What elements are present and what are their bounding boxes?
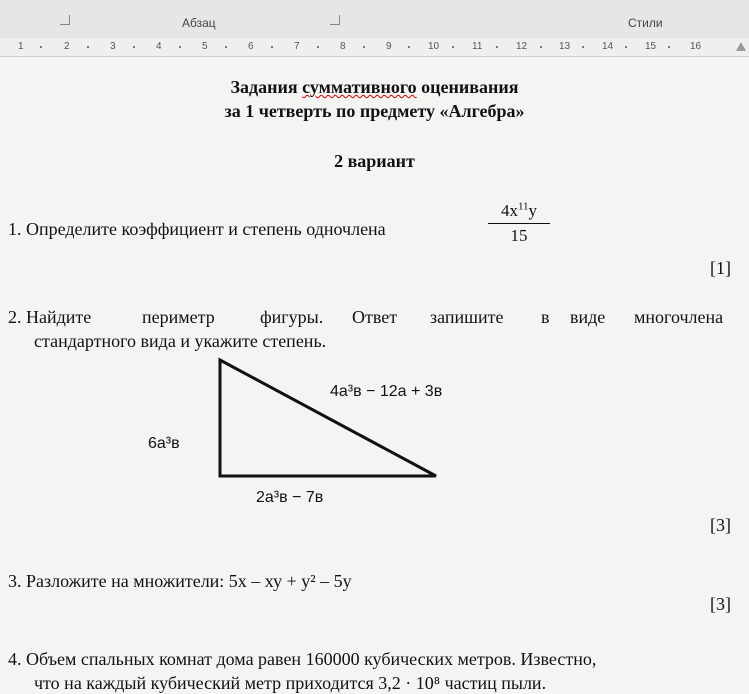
question-3-text: 3. Разложите на множители: 5х – ху + у² – 5у xyxy=(8,571,352,591)
ruler-mark: 8 xyxy=(340,41,346,52)
ruler-tick xyxy=(179,46,181,48)
ruler-mark: 13 xyxy=(559,41,571,52)
right-triangle xyxy=(220,360,436,476)
q2-word: Ответ xyxy=(352,307,398,327)
hypotenuse-label: 4a³в − 12a + 3в xyxy=(330,383,443,400)
right-indent-marker-icon[interactable] xyxy=(736,42,746,51)
left-side-label: 6a³в xyxy=(148,435,180,452)
dialog-launcher-icon[interactable] xyxy=(60,15,70,25)
question-4-line2: что на каждый кубический метр приходится 3,2 · 10⁸ частиц пыли. xyxy=(34,673,547,693)
question-1-text: 1. Определите коэффициент и степень одночлена xyxy=(8,219,386,239)
ruler-tick xyxy=(540,46,542,48)
title-word-misspelled: суммативного xyxy=(302,77,417,97)
numerator-variable: y xyxy=(528,201,538,220)
ruler-mark: 12 xyxy=(516,41,528,52)
ruler-tick xyxy=(582,46,584,48)
ruler-tick xyxy=(408,46,410,48)
question-1-points: [1] xyxy=(710,258,731,278)
q2-word: в xyxy=(541,307,550,327)
variant-heading: 2 вариант xyxy=(334,151,415,171)
styles-group-label: Стили xyxy=(628,16,663,30)
ruler-mark: 15 xyxy=(645,41,657,52)
numerator-exponent: 11 xyxy=(517,200,529,213)
ruler-mark: 2 xyxy=(64,41,70,52)
triangle-figure xyxy=(0,57,749,693)
ruler-mark: 6 xyxy=(248,41,254,52)
ruler-tick xyxy=(87,46,89,48)
ruler-mark: 5 xyxy=(202,41,208,52)
ruler-mark: 3 xyxy=(110,41,116,52)
question-3-points: [3] xyxy=(710,594,731,614)
numerator-coef: 4x xyxy=(500,201,518,220)
q2-word: многочлена xyxy=(634,307,724,327)
ribbon xyxy=(0,0,749,39)
ruler-mark: 1 xyxy=(18,41,24,52)
paragraph-group-label: Абзац xyxy=(182,16,216,30)
fraction-denominator: 15 xyxy=(510,226,528,245)
ruler-mark: 7 xyxy=(294,41,300,52)
ruler-tick xyxy=(40,46,42,48)
ruler-mark: 14 xyxy=(602,41,614,52)
ruler-mark: 4 xyxy=(156,41,162,52)
ruler-tick xyxy=(452,46,454,48)
q2-word: фигуры. xyxy=(260,307,324,327)
ruler-tick xyxy=(271,46,273,48)
q2-word: периметр xyxy=(142,307,215,327)
document-page xyxy=(0,57,749,693)
ruler-tick xyxy=(668,46,670,48)
ruler-tick xyxy=(363,46,365,48)
ruler-mark: 16 xyxy=(690,41,702,52)
title-word: Задания xyxy=(230,77,298,97)
q2-word: виде xyxy=(570,307,606,327)
question-2-points: [3] xyxy=(710,515,731,535)
title-word: оценивания xyxy=(421,77,519,97)
ruler-tick xyxy=(496,46,498,48)
ruler-mark: 11 xyxy=(472,41,483,52)
ruler-tick xyxy=(225,46,227,48)
question-4-line1: 4. Объем спальных комнат дома равен 160000 кубических метров. Известно, xyxy=(8,649,597,669)
q2-word: 2. Найдите xyxy=(8,307,92,327)
ruler-mark: 9 xyxy=(386,41,392,52)
ruler-mark: 10 xyxy=(428,41,440,52)
question-2-line2: стандартного вида и укажите степень. xyxy=(34,331,327,351)
ruler-tick xyxy=(317,46,319,48)
paragraph-launcher-icon[interactable] xyxy=(330,15,340,25)
ruler-tick xyxy=(133,46,135,48)
bottom-side-label: 2a³в − 7в xyxy=(256,489,324,506)
horizontal-ruler[interactable] xyxy=(0,38,749,57)
ruler-tick xyxy=(625,46,627,48)
q2-word: запишите xyxy=(430,307,504,327)
doc-title-line2: за 1 четверть по предмету «Алгебра» xyxy=(224,101,525,121)
